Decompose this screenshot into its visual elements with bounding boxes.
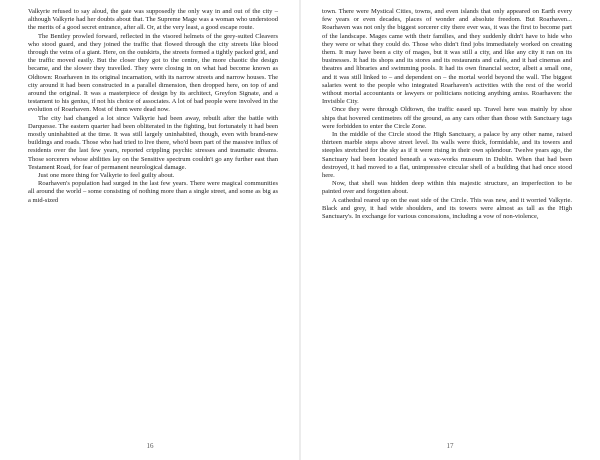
left-paragraph-3: The city had changed a lot since Valkyrie had been away, rebuilt after the battle with Darquesse. The eastern quarter had been obliterated in the fighting, but fortunately it had been mostly uninhabited at the time. It was still largely uninhabited, though, even with brand-new buildings and roads. Those who had tried to live there, who'd been part of the massive influx of residents over the last few years, reported crippling psychic stresses and traumatic dreams. Those sorcerers whose abilities lay on the Sensitive spectrum couldn't go any further east than Testament Road, for fear of permanent neurological damage. xyxy=(28,114,278,171)
right-page xyxy=(300,0,600,460)
right-paragraph-4: Now, that shell was hidden deep within this majestic structure, an imperfection to be painted over and forgotten about. xyxy=(322,180,572,196)
right-page-number: 17 xyxy=(446,442,454,450)
right-paragraph-3: In the middle of the Circle stood the High Sanctuary, a palace by any other name, raised thirteen marble steps above street level. Its walls were thick, formidable, and its towers and steeples stretched for the sky as if it were rising in their own splendour. Twelve years ago, the Sanctuary had been located beneath a wax-works museum in Dublin. When that had been destroyed, it had moved to a flat, unimpressive circular shell of a building that had once stood here. xyxy=(322,131,572,180)
left-page-number: 16 xyxy=(146,442,154,450)
left-paragraph-4: Just one more thing for Valkyrie to feel guilty about. xyxy=(38,172,175,180)
left-paragraph-5: Roarhaven's population had surged in the last few years. There were magical communities all around the world – some consisting of nothing more than a single street, and some as big as a mid-sized xyxy=(28,180,278,204)
right-paragraph-2: Once they were through Oldtown, the traffic eased up. Travel here was mainly by shoe ships that hovered centimetres off the ground, as any cars other than those with Sanctuary tags were forbidden to enter the Circle Zone. xyxy=(322,106,572,130)
right-paragraph-1: town. There were Mystical Cities, towns, and even islands that only appeared on Earth every few years or even decades, places of wonder and absolute freedom. But Roarhaven... Roarhaven was not only the biggest sorcerer city there ever was, it was the first to become part of the landscape. Mages came with their families, and they suddenly didn't have to hide who they were or what they could do. Those who didn't find jobs immediately worked on creating them. It may have been a city of mages, but it was still a city, and like any city it ran on its businesses. It had its shops and its stores and its restaurants and cafés, and it had cinemas and theatres and libraries and swimming pools. It had its own financial sector, albeit a small one, and it was still linked to – and dependent on – the mortal world beyond the wall. The biggest salaries went to the people who integrated Roarhaven's activities with the rest of the world without mortal accountants or lawyers or politicians noticing anything amiss. Roarhaven: the Invisible City. xyxy=(322,8,572,106)
left-paragraph-2: The Bentley prowled forward, reflected in the visored helmets of the grey-suited Cleavers who stood guard, and they joined the traffic that flowed through the city streets like blood through the veins of a giant. Here, on the outskirts, the streets formed a tightly packed grid, and the traffic moved easily. But the closer they got to the centre, the more chaotic the design became, and the slower they travelled. They were closing in on what had become known as Oldtown: Roarhaven in its original incarnation, with its narrow streets and narrow houses. The city around it had been constructed in a parallel dimension, then dropped here, on top of and around the original. It was a masterpiece of design by its architect, Greyfon Signate, and a testament to his genius, if not his choice of associates. A lot of bad people were involved in the evolution of Roarhaven. Most of them were dead now. xyxy=(28,32,278,114)
right-paragraph-5: A cathedral reared up on the east side of the Circle. This was new, and it worried Valkyrie. Black and grey, it had wide shoulders, and its towers were almost as tall as the High Sanctuary's. In exchange for various concessions, including a vow of non-violence, xyxy=(322,196,572,221)
left-paragraph-1: Valkyrie refused to say aloud, the gate was supposedly the only way in and out of the city – although Valkyrie had her doubts about that. The Supreme Mage was a woman who understood the merits of a good secret entrance, after all. Or, at the very least, a good escape route. xyxy=(28,8,278,32)
